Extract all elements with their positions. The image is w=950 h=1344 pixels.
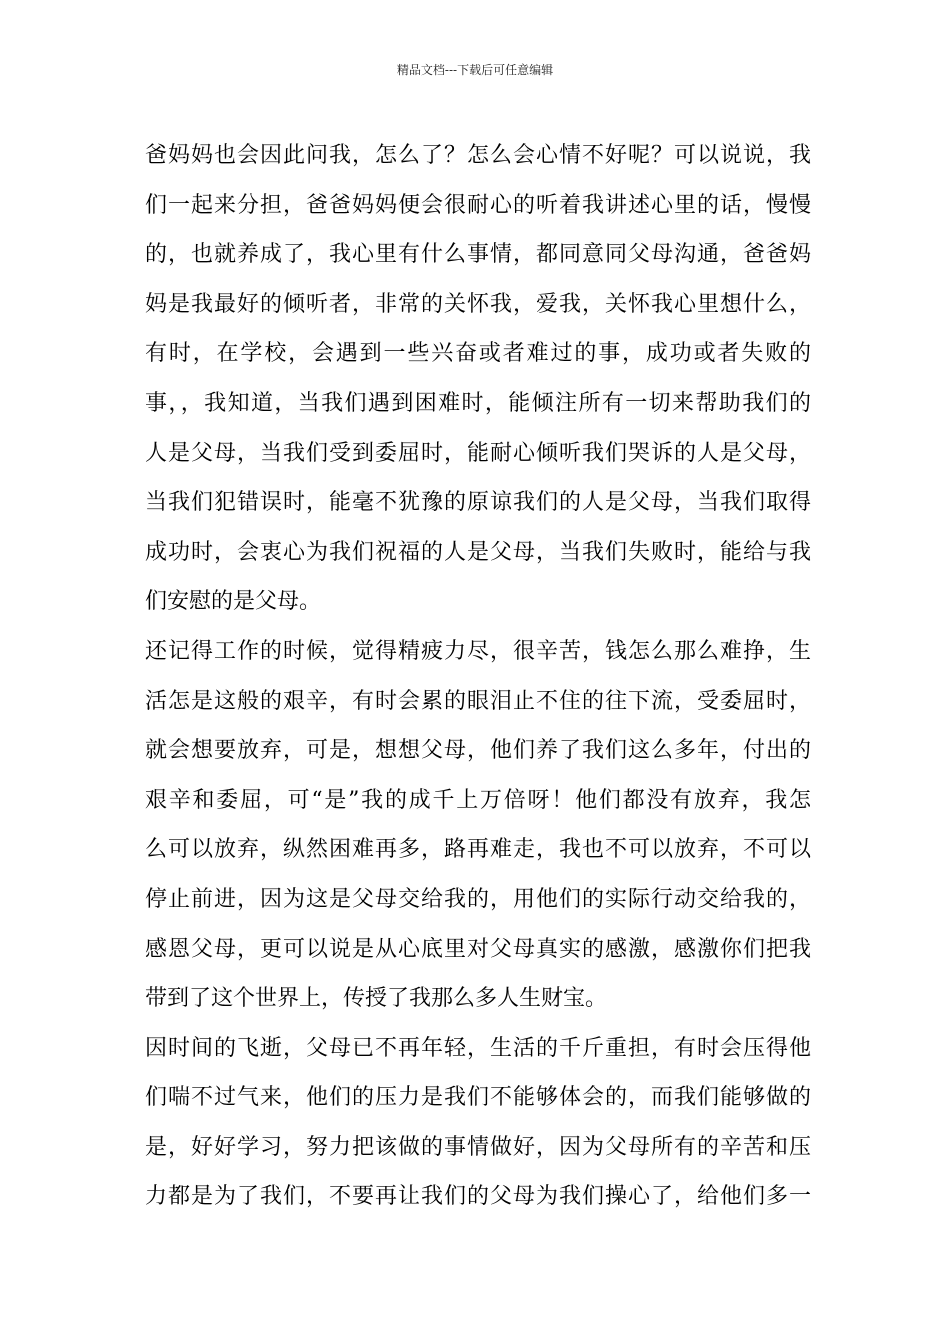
text-line: 有时，在学校，会遇到一些兴奋或者难过的事，成功或者失败的 xyxy=(145,341,811,367)
page-header: 精品文档---下载后可任意编辑 xyxy=(396,63,554,77)
text-line: 成功时，会衷心为我们祝福的人是父母，当我们失败时，能给与我 xyxy=(145,539,811,565)
text-line: 们一起来分担，爸爸妈妈便会很耐心的听着我讲述心里的话，慢慢 xyxy=(145,192,811,218)
text-line: 艰辛和委屈，可“是”我的成千上万倍呀！他们都没有放弃，我怎 xyxy=(145,787,811,813)
text-line: 爸妈妈也会因此问我，怎么了？怎么会心情不好呢？可以说说，我 xyxy=(145,143,811,168)
text-line: 活怎是这般的艰辛，有时会累的眼泪止不住的往下流，受委屈时， xyxy=(145,688,811,714)
text-line: 停止前进，因为这是父母交给我的，用他们的实际行动交给我的， xyxy=(145,886,811,912)
document-body xyxy=(145,131,811,1222)
text-line: 当我们犯错误时，能毫不犹豫的原谅我们的人是父母，当我们取得 xyxy=(145,490,811,516)
text-line: 是，好好学习，努力把该做的事情做好，因为父母所有的辛苦和压 xyxy=(145,1134,811,1160)
text-line: 因时间的飞逝，父母已不再年轻，生活的千斤重担，有时会压得他 xyxy=(145,1035,811,1061)
text-line: 妈是我最好的倾听者，非常的关怀我，爱我，关怀我心里想什么， xyxy=(145,291,811,317)
text-line: 们安慰的是父母。 xyxy=(145,589,322,615)
text-line: 么可以放弃，纵然困难再多，路再难走，我也不可以放弃，不可以 xyxy=(145,837,811,863)
text-line: 人是父母，当我们受到委屈时，能耐心倾听我们哭诉的人是父母， xyxy=(145,440,811,466)
text-line: 们喘不过气来，他们的压力是我们不能够体会的，而我们能够做的 xyxy=(145,1085,811,1111)
text-line: 就会想要放弃，可是，想想父母，他们养了我们这么多年，付出的 xyxy=(145,738,811,764)
text-line: 力都是为了我们，不要再让我们的父母为我们操心了，给他们多一 xyxy=(145,1184,811,1210)
text-line: 带到了这个世界上，传授了我那么多人生财宝。 xyxy=(145,986,608,1012)
text-line: 感恩父母，更可以说是从心底里对父母真实的感激，感激你们把我 xyxy=(145,936,811,962)
text-line: 的，也就养成了，我心里有什么事情，都同意同父母沟通，爸爸妈 xyxy=(145,242,811,268)
text-line: 还记得工作的时候，觉得精疲力尽，很辛苦，钱怎么那么难挣，生 xyxy=(145,638,811,664)
text-line: 事，，我知道，当我们遇到困难时，能倾注所有一切来帮助我们的 xyxy=(145,390,811,416)
